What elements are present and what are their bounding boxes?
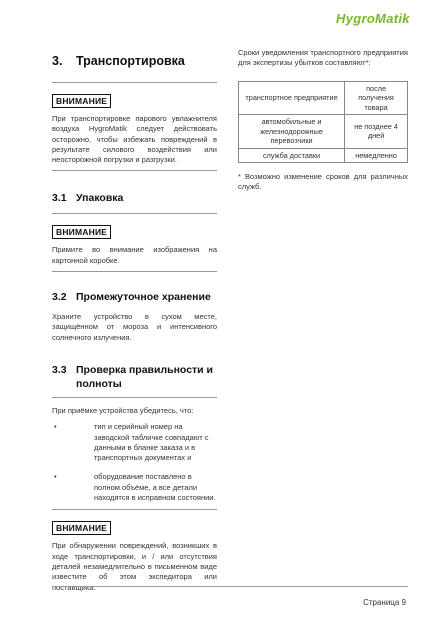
table-cell: автомобильные и железнодорожные перевозчики (239, 115, 345, 149)
bullet-icon: • (54, 472, 57, 482)
list-item (52, 472, 217, 503)
section-3-1-heading (52, 191, 217, 205)
section-title: Упаковка (76, 192, 124, 205)
section-title: Промежуточное хранение (76, 291, 211, 304)
list-item (52, 422, 217, 463)
divider (52, 271, 217, 272)
right-column (238, 48, 408, 193)
page-number: Страница 9 (363, 598, 406, 607)
list-item-text: оборудование поставлено в полном объёме, а все детали находятся в исправном состоянии. (94, 472, 216, 503)
intro-text: Сроки уведомления транспортного предприятия для экспертизы убытков составляют*: (238, 48, 408, 68)
table-row (239, 81, 408, 115)
deadlines-table (238, 81, 408, 164)
warning-label: ВНИМАНИЕ (52, 94, 111, 108)
table-cell: немедленно (345, 148, 408, 163)
section-title: Проверка правильности и полноты (76, 363, 214, 390)
section-title: Транспортировка (76, 54, 185, 68)
logo-text: HygroMatik (336, 11, 410, 26)
section-number: 3.2 (52, 291, 67, 304)
bullet-icon: • (54, 422, 57, 432)
table-cell: служба доставки (239, 148, 345, 163)
divider (52, 170, 217, 171)
footnote: * Возможно изменение сроков для различных служб. (238, 172, 408, 192)
hygromatik-logo (336, 10, 416, 24)
warning-text: При транспортировке парового увлажнителя воздуха HygroMatik следует действовать осторожно, чтобы избежать повреждений в результате силового воздействия или неосторожной погрузки и разгрузки. (52, 114, 217, 165)
footer-divider (52, 586, 408, 587)
section-3-3-heading (52, 363, 217, 391)
section-number: 3.3 (52, 363, 67, 376)
table-row (239, 115, 408, 149)
divider (52, 82, 217, 83)
intro-text: При приёмке устройства убедитесь, что: (52, 405, 194, 415)
section-number: 3. (52, 54, 63, 68)
table-cell: после получения товара (345, 81, 408, 115)
table-row (239, 148, 408, 163)
table-cell: транспортное предприятие (239, 81, 345, 115)
divider (52, 213, 217, 214)
section-3-heading (52, 54, 217, 68)
left-column (52, 54, 217, 593)
divider (52, 397, 217, 398)
warning-text: При обнаружении повреждений, возникших в ходе транспортировки, и / или отсутствия деталей незамедлительно в письменном виде известите об этом экспедитора или поставщика. (52, 541, 217, 592)
warning-label: ВНИМАНИЕ (52, 521, 111, 535)
section-number: 3.1 (52, 192, 67, 205)
table-cell: не позднее 4 дней (345, 115, 408, 149)
body-text: Храните устройство в сухом месте, защищённом от мороза и интенсивного солнечного излучения. (52, 312, 217, 342)
divider (52, 509, 217, 510)
warning-label: ВНИМАНИЕ (52, 225, 111, 239)
section-3-2-heading (52, 290, 217, 304)
warning-text: Примите во внимание изображения на картонной коробке. (52, 245, 217, 265)
list-item-text: тип и серийный номер на заводской табличке совпадают с данными в бланке заказа и в транспортных документах и (94, 422, 209, 463)
